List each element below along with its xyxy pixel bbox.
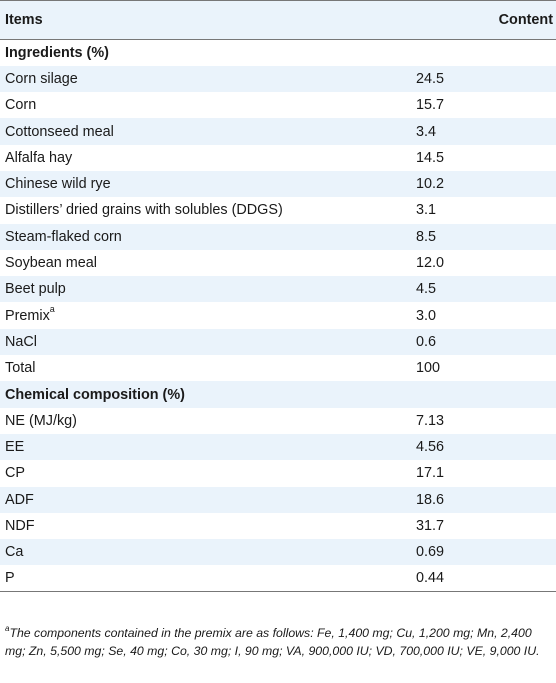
footnote-ref: a xyxy=(49,303,55,314)
item-label: Corn xyxy=(5,97,37,114)
item-cell xyxy=(0,145,416,171)
content-cell xyxy=(416,408,556,434)
table-row xyxy=(0,276,556,302)
item-cell xyxy=(0,565,416,591)
content-cell xyxy=(416,40,556,66)
item-cell xyxy=(0,302,416,328)
item-cell xyxy=(0,66,416,92)
content-value: 31.7 xyxy=(416,517,445,534)
content-value: 7.13 xyxy=(416,412,445,429)
content-cell xyxy=(416,118,556,144)
table-row xyxy=(0,224,556,250)
table-row xyxy=(0,197,556,223)
content-value: 4.5 xyxy=(416,281,437,298)
item-cell xyxy=(0,408,416,434)
content-value: 15.7 xyxy=(416,97,445,114)
content-value: 0.44 xyxy=(416,570,445,587)
table-footnote xyxy=(5,624,553,660)
table-header-row xyxy=(0,1,556,40)
content-cell xyxy=(416,460,556,486)
table-section-row xyxy=(0,40,556,66)
content-value: 8.5 xyxy=(416,228,437,245)
content-cell xyxy=(416,513,556,539)
content-cell xyxy=(416,539,556,565)
content-cell xyxy=(416,66,556,92)
item-label: Beet pulp xyxy=(5,281,66,298)
item-cell xyxy=(0,118,416,144)
item-cell xyxy=(0,250,416,276)
item-label: Chemical composition (%) xyxy=(5,386,185,403)
table-row xyxy=(0,250,556,276)
item-label: Soybean meal xyxy=(5,255,98,272)
item-label: Corn silage xyxy=(5,70,78,87)
content-cell xyxy=(416,250,556,276)
content-value: 24.5 xyxy=(416,70,445,87)
content-cell xyxy=(416,92,556,118)
item-cell xyxy=(0,92,416,118)
table-row xyxy=(0,434,556,460)
item-cell xyxy=(0,197,416,223)
content-cell xyxy=(416,381,556,407)
content-value: 4.56 xyxy=(416,439,445,456)
content-cell xyxy=(416,224,556,250)
item-label: Ingredients (%) xyxy=(5,44,109,61)
item-cell xyxy=(0,329,416,355)
content-cell xyxy=(416,276,556,302)
table-section-row xyxy=(0,381,556,407)
content-cell xyxy=(416,145,556,171)
item-label: ADF xyxy=(5,491,34,508)
content-cell xyxy=(416,302,556,328)
item-label: CP xyxy=(5,465,25,482)
item-label: Ca xyxy=(5,544,24,561)
item-cell xyxy=(0,460,416,486)
item-cell xyxy=(0,171,416,197)
item-label: NaCl xyxy=(5,333,37,350)
table-row xyxy=(0,118,556,144)
content-cell xyxy=(416,487,556,513)
content-value: 18.6 xyxy=(416,491,445,508)
content-value: 0.69 xyxy=(416,544,445,561)
content-cell xyxy=(416,355,556,381)
footnote-text: The components contained in the premix are as follows: Fe, 1,400 mg; Cu, 1,200 mg; Mn, 2,400 mg; Zn, 5,500 mg; Se, 40 mg; Co, 30 mg; I, 90 mg; VA, 900,000 IU; VD, 700,000 IU; VE, 9,000 IU. xyxy=(5,626,540,658)
table-row xyxy=(0,66,556,92)
content-value: 3.1 xyxy=(416,202,437,219)
item-label: Cottonseed meal xyxy=(5,123,114,140)
item-cell xyxy=(0,539,416,565)
table-row xyxy=(0,460,556,486)
item-cell xyxy=(0,434,416,460)
table-row xyxy=(0,408,556,434)
table-row xyxy=(0,145,556,171)
footnote-marker: a xyxy=(5,623,10,633)
table-row xyxy=(0,92,556,118)
item-label: Steam-flaked corn xyxy=(5,228,122,245)
item-label: Distillers’ dried grains with solubles (DDGS) xyxy=(5,202,283,219)
item-label: Alfalfa hay xyxy=(5,149,73,166)
content-value: 14.5 xyxy=(416,149,445,166)
content-value: 10.2 xyxy=(416,176,445,193)
table-row xyxy=(0,487,556,513)
table-row xyxy=(0,539,556,565)
item-cell xyxy=(0,513,416,539)
content-value: 0.6 xyxy=(416,333,437,350)
content-cell xyxy=(416,434,556,460)
content-cell xyxy=(416,171,556,197)
item-label: Chinese wild rye xyxy=(5,176,111,193)
content-value: 17.1 xyxy=(416,465,445,482)
item-cell xyxy=(0,355,416,381)
column-header-content: Content xyxy=(498,12,553,28)
table-row xyxy=(0,171,556,197)
item-label: Total xyxy=(5,360,36,377)
table-row xyxy=(0,565,556,591)
item-cell xyxy=(0,276,416,302)
content-value: 100 xyxy=(416,360,441,377)
content-value: 3.0 xyxy=(416,307,437,324)
item-label: NE (MJ/kg) xyxy=(5,412,77,429)
table-row xyxy=(0,355,556,381)
table-row xyxy=(0,329,556,355)
table-body xyxy=(0,40,556,592)
content-cell xyxy=(416,197,556,223)
item-cell xyxy=(0,224,416,250)
content-value: 3.4 xyxy=(416,123,437,140)
item-label: NDF xyxy=(5,517,35,534)
section-label xyxy=(0,40,416,66)
content-cell xyxy=(416,329,556,355)
table-row xyxy=(0,513,556,539)
content-value: 12.0 xyxy=(416,255,445,272)
column-header-items: Items xyxy=(5,12,43,28)
section-label xyxy=(0,381,416,407)
item-label: P xyxy=(5,570,15,587)
item-label: EE xyxy=(5,439,25,456)
item-label: Premix xyxy=(5,307,50,324)
content-cell xyxy=(416,565,556,591)
table-row xyxy=(0,302,556,328)
item-cell xyxy=(0,487,416,513)
